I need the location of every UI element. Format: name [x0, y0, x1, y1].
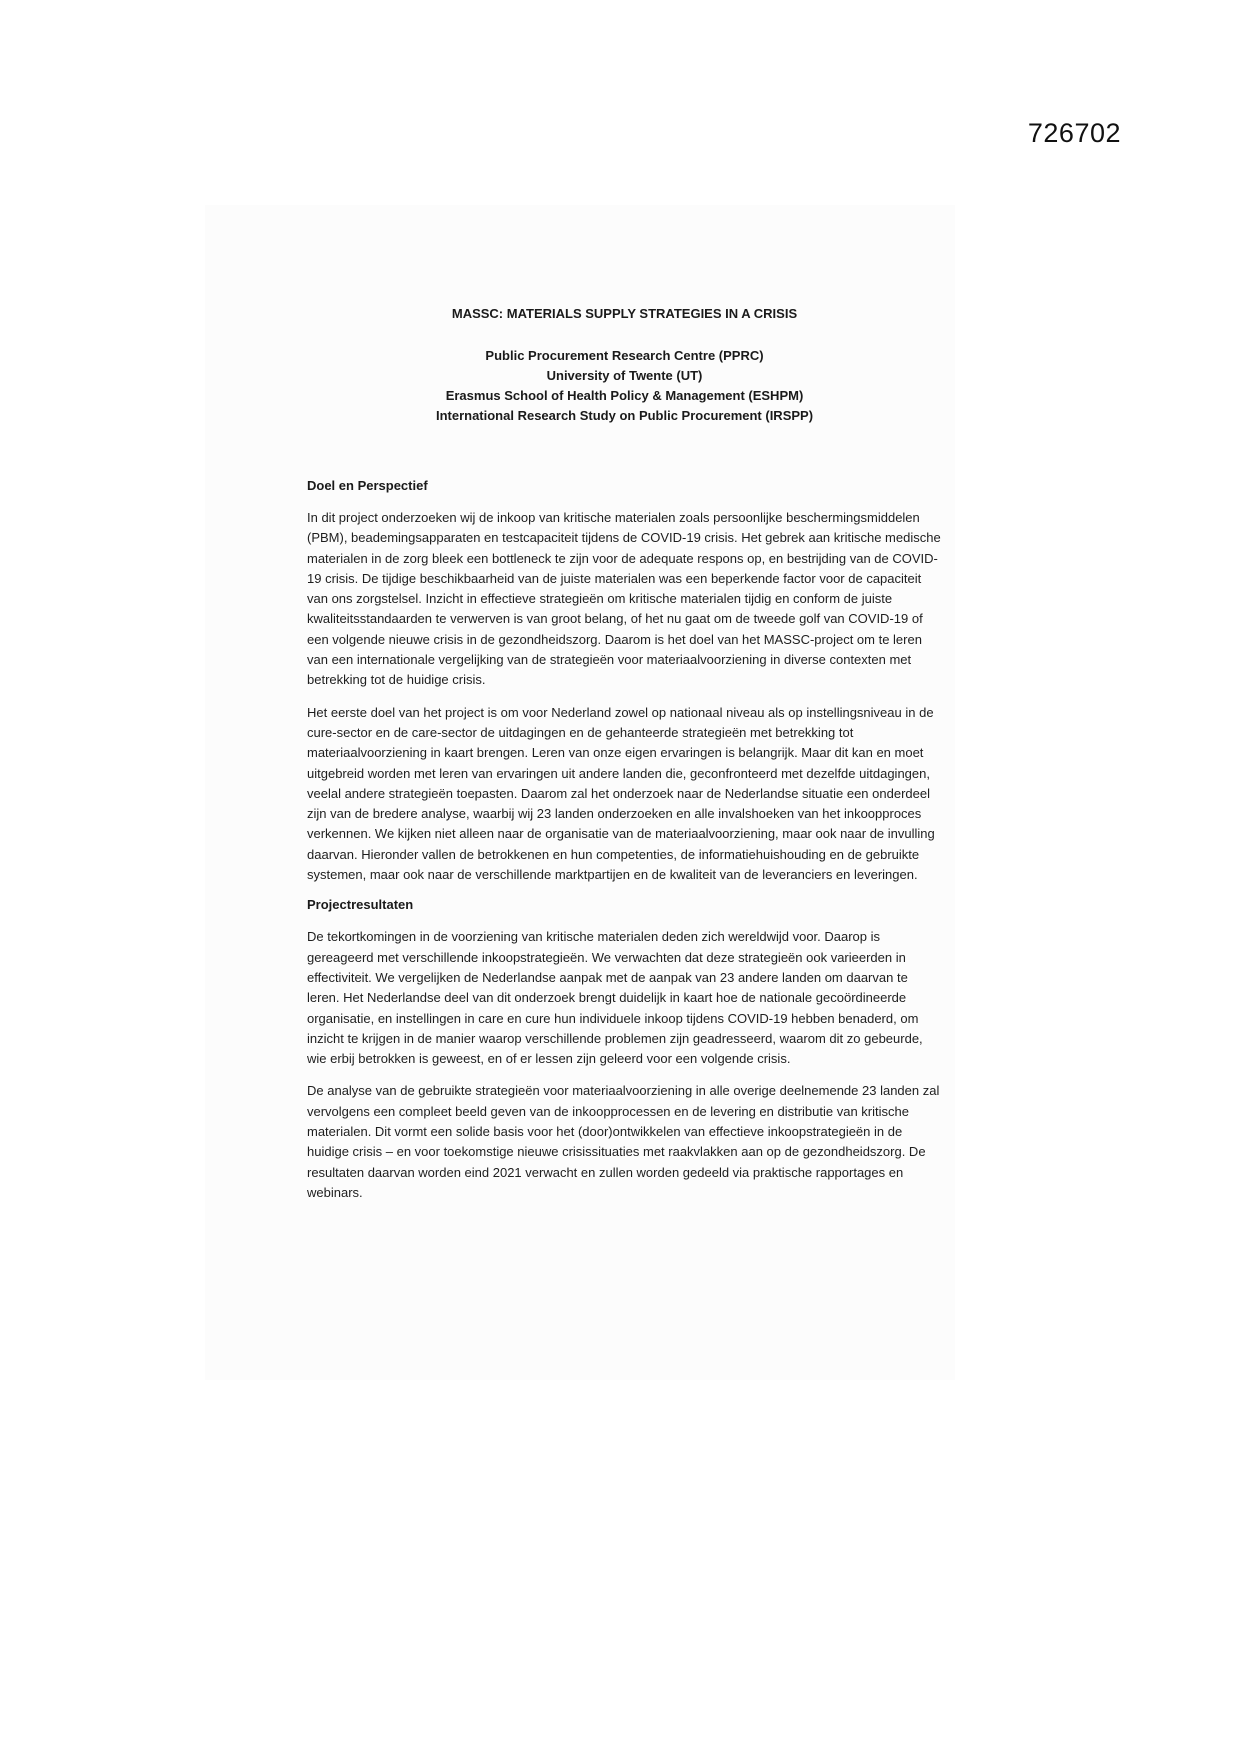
section-doel-en-perspectief — [307, 478, 942, 885]
title-block — [307, 306, 942, 426]
paragraph: In dit project onderzoeken wij de inkoop van kritische materialen zoals persoonlijke beschermingsmiddelen (PBM), beademingsapparaten en testcapaciteit tijdens de COVID-19 crisis. Het gebrek aan kritische medische materialen in de zorg bleek een bottleneck te zijn voor de adequate respons op, en bestrijding van de COVID-19 crisis. De tijdige beschikbaarheid van de juiste materialen was een beperkende factor voor de capaciteit van ons zorgstelsel. Inzicht in effectieve strategieën om kritische materialen tijdig en conform de juiste kwaliteitsstandaarden te verwerven is van groot belang, of het nu gaat om de tweede golf van COVID-19 of een volgende nieuwe crisis in de gezondheidszorg. Daarom is het doel van het MASSC-project om te leren van een internationale vergelijking van de strategieën voor materiaalvoorziening in diverse contexten met betrekking tot de huidige crisis. — [307, 510, 941, 688]
document-number: 726702 — [1027, 118, 1121, 148]
document-title: MASSC: MATERIALS SUPPLY STRATEGIES IN A CRISIS — [451, 306, 798, 321]
affiliation-ut: University of Twente (UT) — [546, 368, 703, 383]
paragraph: De tekortkomingen in de voorziening van kritische materialen deden zich wereldwijd voor. Daarop is gereageerd met verschillende inkoopstrategieën. We verwachten dat deze strategieën ook varieerden in effectiviteit. We vergelijken de Nederlandse aanpak met de aanpak van 23 andere landen om daarvan te leren. Het Nederlandse deel van dit onderzoek brengt duidelijk in kaart hoe de nationale gecoördineerde organisatie, en instellingen in care en cure hun individuele inkoop tijdens COVID-19 hebben benaderd, om inzicht te krijgen in de manier waarop verschillende problemen zijn geadresseerd, waarom dit zo gebeurde, wie erbij betrokken is geweest, en of er lessen zijn geleerd voor een volgende crisis. — [307, 929, 923, 1067]
paragraph: De analyse van de gebruikte strategieën voor materiaalvoorziening in alle overige deelnemende 23 landen zal vervolgens een compleet beeld geven van de inkoopprocessen en de levering en distributie van kritische materialen. Dit vormt een solide basis voor het (door)ontwikkelen van effectieve inkoopstrategieën in de huidige crisis – en voor toekomstige nieuwe crisissituaties met raakvlakken aan op de gezondheidszorg. De resultaten daarvan worden eind 2021 verwacht en zullen worden gedeeld via praktische rapportages en webinars. — [307, 1083, 940, 1200]
document-body — [307, 306, 942, 1215]
affiliation-irspp: International Research Study on Public Procurement (IRSPP) — [435, 408, 814, 423]
affiliation-eshpm: Erasmus School of Health Policy & Management (ESHPM) — [445, 388, 804, 403]
section-heading: Doel en Perspectief — [307, 478, 428, 493]
section-heading: Projectresultaten — [307, 897, 414, 913]
affiliation-pprc: Public Procurement Research Centre (PPRC) — [485, 348, 764, 363]
paragraph: Het eerste doel van het project is om voor Nederland zowel op nationaal niveau als op instellingsniveau in de cure-sector en de care-sector de uitdagingen en de gehanteerde strategieën met betrekking tot materiaalvoorziening in kaart brengen. Leren van onze eigen ervaringen is belangrijk. Maar dit kan en moet uitgebreid worden met leren van ervaringen uit andere landen die, geconfronteerd met dezelfde uitdagingen, veelal andere strategieën toepasten. Daarom zal het onderzoek naar de Nederlandse situatie een onderdeel zijn van de bredere analyse, waarbij wij 23 landen onderzoeken en alle invalshoeken van het inkoopproces verkennen. We kijken niet alleen naar de organisatie van de materiaalvoorziening, maar ook naar de invulling daarvan. Hieronder vallen de betrokkenen en hun competenties, de informatiehuishouding en de gebruikte systemen, maar ook naar de verschillende marktpartijen en de kwaliteit van de leveranciers en leveringen. — [307, 704, 935, 883]
section-projectresultaten — [307, 897, 942, 1203]
